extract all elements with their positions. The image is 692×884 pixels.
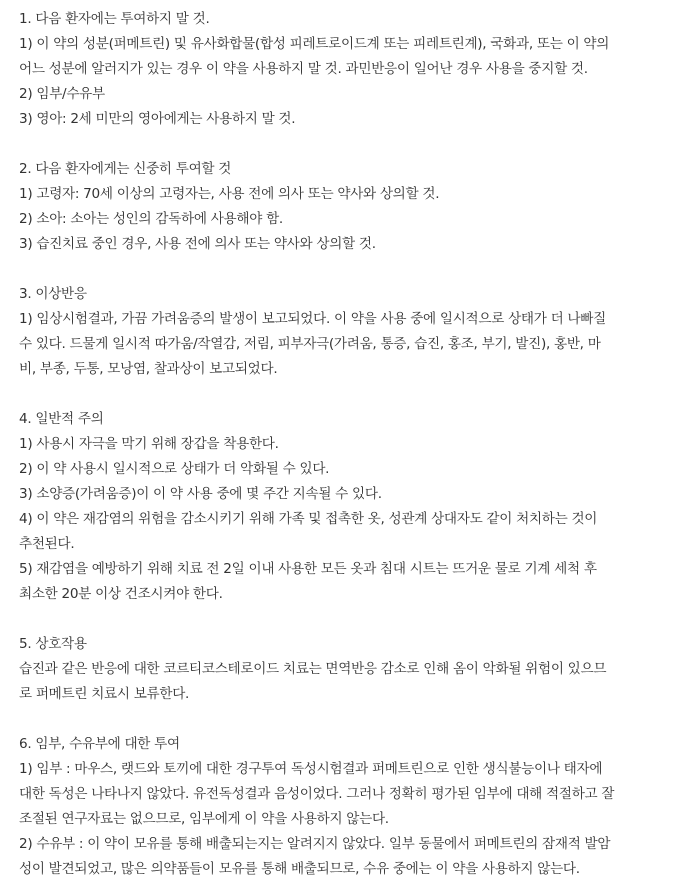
text-line: 4) 이 약은 재감염의 위험을 감소시키기 위해 가족 및 접촉한 옷, 성관계 상대자도 같이 처치하는 것이	[19, 511, 598, 527]
text-line: 5) 재감염을 예방하기 위해 치료 전 2일 이내 사용한 모든 옷과 침대 시트는 뜨거운 물로 기계 세척 후	[19, 561, 597, 577]
section-heading: 3. 이상반응	[19, 286, 87, 302]
section-general-precautions	[19, 407, 681, 607]
text-line: 추천된다.	[19, 536, 75, 552]
section-spacer	[19, 382, 681, 407]
drug-precautions-document	[19, 7, 681, 882]
section-interactions	[19, 632, 681, 707]
section-spacer	[19, 607, 681, 632]
section-spacer	[19, 132, 681, 157]
text-line: 1) 임부 : 마우스, 랫드와 토끼에 대한 경구투여 독성시험결과 퍼메트린으로 인한 생식불능이나 태자에	[19, 761, 603, 777]
text-line: 3) 영아: 2세 미만의 영아에게는 사용하지 말 것.	[19, 111, 296, 127]
text-line: 로 퍼메트린 치료시 보류한다.	[19, 686, 190, 702]
text-line: 1) 이 약의 성분(퍼메트린) 및 유사화합물(합성 피레트로이드계 또는 피레트린계), 국화과, 또는 이 약의	[19, 36, 610, 52]
text-line: 조절된 연구자료는 없으므로, 임부에게 이 약을 사용하지 않는다.	[19, 811, 389, 827]
section-heading: 5. 상호작용	[19, 636, 87, 652]
text-line: 어느 성분에 알러지가 있는 경우 이 약을 사용하지 말 것. 과민반응이 일어난 경우 사용을 중지할 것.	[19, 61, 588, 77]
section-careful-administration	[19, 157, 681, 257]
section-heading: 1. 다음 환자에는 투여하지 말 것.	[19, 11, 210, 27]
text-line: 성이 발견되었고, 많은 의약품들이 모유를 통해 배출되므로, 수유 중에는 이 약을 사용하지 않는다.	[19, 861, 580, 877]
section-spacer	[19, 257, 681, 282]
text-line: 2) 수유부 : 이 약이 모유를 통해 배출되는지는 알려지지 않았다. 일부 동물에서 퍼메트린의 잠재적 발암	[19, 836, 611, 852]
text-line: 3) 습진치료 중인 경우, 사용 전에 의사 또는 약사와 상의할 것.	[19, 236, 376, 252]
text-line: 2) 임부/수유부	[19, 86, 105, 102]
text-line: 비, 부종, 두통, 모낭염, 찰과상이 보고되었다.	[19, 361, 278, 377]
text-line: 1) 고령자: 70세 이상의 고령자는, 사용 전에 의사 또는 약사와 상의할 것.	[19, 186, 440, 202]
section-pregnancy-lactation	[19, 732, 681, 882]
section-spacer	[19, 707, 681, 732]
text-line: 최소한 20분 이상 건조시켜야 한다.	[19, 586, 223, 602]
text-line: 3) 소양증(가려움증)이 이 약 사용 중에 몇 주간 지속될 수 있다.	[19, 486, 382, 502]
text-line: 1) 사용시 자극을 막기 위해 장갑을 착용한다.	[19, 436, 279, 452]
section-heading: 4. 일반적 주의	[19, 411, 104, 427]
text-line: 1) 임상시험결과, 가끔 가려움증의 발생이 보고되었다. 이 약을 사용 중에 일시적으로 상태가 더 나빠질	[19, 311, 606, 327]
section-adverse-reactions	[19, 282, 681, 382]
section-heading: 6. 임부, 수유부에 대한 투여	[19, 736, 180, 752]
section-heading: 2. 다음 환자에게는 신중히 투여할 것	[19, 161, 232, 177]
section-contraindications	[19, 7, 681, 132]
text-line: 2) 소아: 소아는 성인의 감독하에 사용해야 함.	[19, 211, 283, 227]
text-line: 대한 독성은 나타나지 않았다. 유전독성결과 음성이었다. 그러나 정확히 평가된 임부에 대해 적절하고 잘	[19, 786, 615, 802]
text-line: 습진과 같은 반응에 대한 코르티코스테로이드 치료는 면역반응 감소로 인해 옴이 악화될 위험이 있으므	[19, 661, 607, 677]
text-line: 2) 이 약 사용시 일시적으로 상태가 더 악화될 수 있다.	[19, 461, 330, 477]
text-line: 수 있다. 드물게 일시적 따가움/작열감, 저림, 피부자극(가려움, 통증, 습진, 홍조, 부기, 발진), 홍반, 마	[19, 336, 601, 352]
